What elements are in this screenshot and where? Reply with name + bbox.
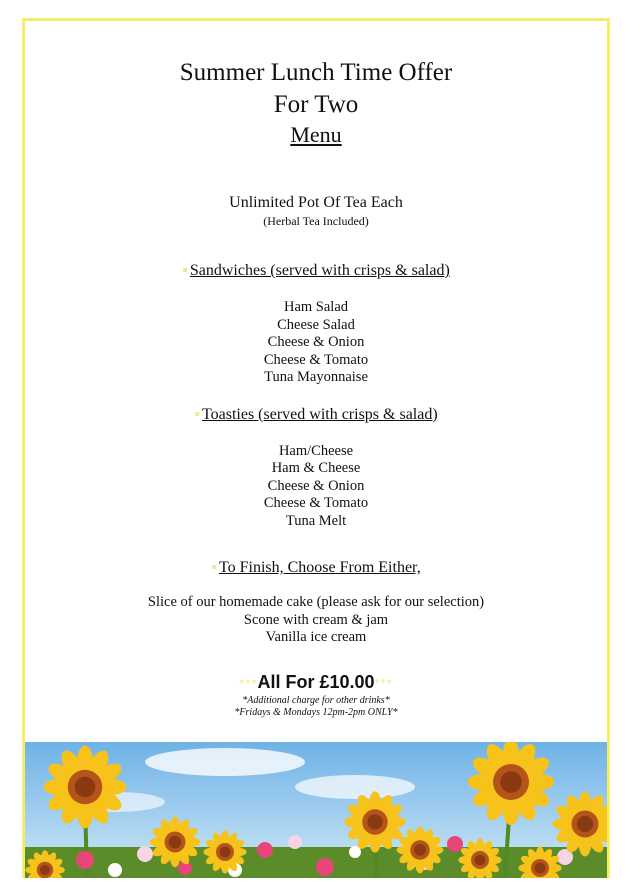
stars-left: *** [239,675,258,691]
sunflower-banner [25,742,607,878]
list-item: Cheese & Onion [267,334,365,350]
title-line-1: Summer Lunch Time Offer [179,59,453,86]
finish-heading-text: To Finish, Choose From Either, [218,559,421,576]
menu-heading: Menu [290,122,342,147]
bullet-icon: ▪ [182,262,188,279]
page-title [25,57,607,121]
list-item: Scone with cream & jam [243,611,389,628]
sunflower-image [25,742,607,878]
list-item: Ham Salad [283,299,349,315]
list-item: Ham/Cheese [278,442,354,459]
sandwiches-heading [25,261,607,281]
list-item: Vanilla ice cream [265,629,367,645]
list-item: Tuna Melt [285,512,347,529]
toasties-heading-text: Toasties (served with crisps & salad) [201,405,438,423]
sandwiches-list [25,299,607,387]
tea-offer: Unlimited Pot Of Tea Each [229,194,403,211]
price-line [25,671,607,695]
toasties-list [25,443,607,531]
finish-list [25,594,607,647]
sandwiches-heading-text: Sandwiches (served with crisps & salad) [189,262,450,279]
list-item: Ham & Cheese [271,460,361,476]
list-item: Cheese Salad [277,316,355,333]
price-label: All For £10.00 [257,671,375,692]
title-line-2: For Two [273,91,359,118]
list-item: Cheese & Tomato [263,351,369,368]
tea-note: (Herbal Tea Included) [263,214,369,228]
days-note: *Fridays & Mondays 12pm-2pm ONLY* [234,706,398,718]
stars-right: *** [374,675,393,691]
finish-heading [25,558,607,578]
menu-page [22,18,610,878]
toasties-heading [25,405,607,425]
bullet-icon: ▪ [211,559,217,576]
list-item: Slice of our homemade cake (please ask for our selection) [147,594,485,610]
list-item: Tuna Mayonnaise [264,369,368,385]
drinks-note: *Additional charge for other drinks* [242,694,390,706]
bullet-icon: ▪ [194,405,200,423]
menu-content [25,21,607,719]
list-item: Cheese & Tomato [263,495,369,511]
list-item: Cheese & Onion [267,477,365,494]
